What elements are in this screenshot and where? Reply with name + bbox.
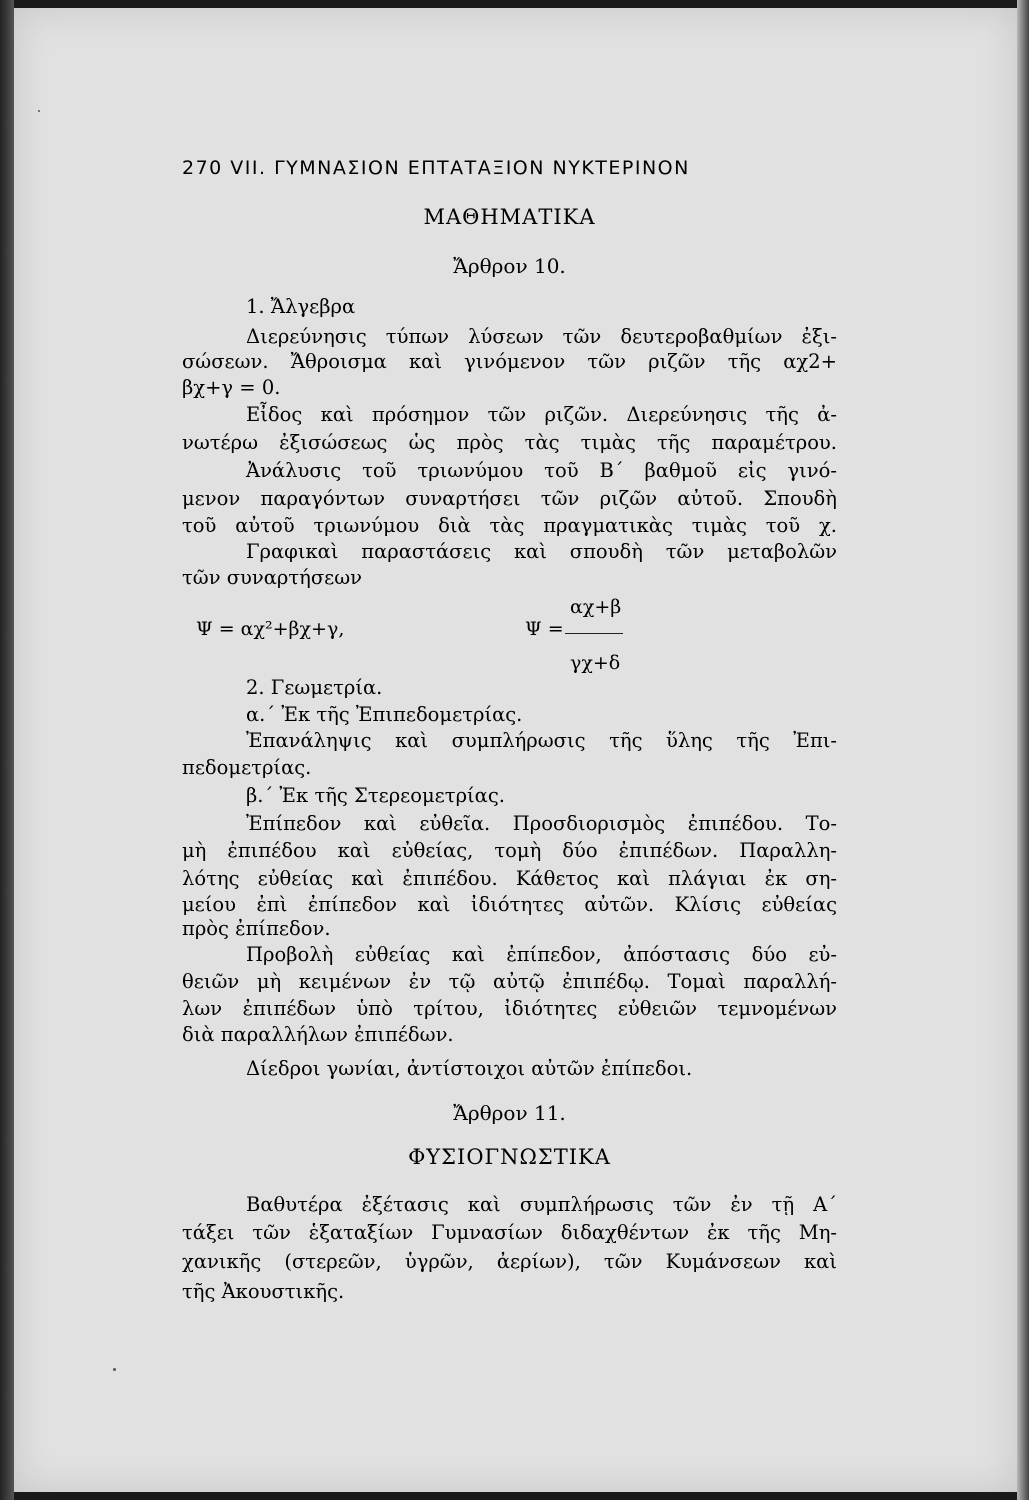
text-line: τῆς Ἀκουστικῆς. [182,1280,345,1303]
text-line: μὴ ἐπιπέδου καὶ εὐθείας, τομὴ δύο ἐπιπέδων. Παραλλη- [182,839,837,862]
text-line: Δίεδροι γωνίαι, ἀντίστοιχοι αὐτῶν ἐπίπεδοι. [246,1057,693,1080]
paper-speck [113,1368,116,1371]
paper-speck [38,110,40,112]
text-line: νωτέρω ἐξισώσεως ὡς πρὸς τὰς τιμὰς τῆς παραμέτρου. [182,431,837,454]
text-line: πεδομετρίας. [182,756,312,779]
section-title-mathematics: ΜΑΘΗΜΑΤΙΚΑ [423,205,596,229]
section-title-physics: ΦΥΣΙΟΓΝΩΣΤΙΚΑ [408,1145,611,1169]
text-line: λότης εὐθείας καὶ ἐπιπέδου. Κάθετος καὶ πλάγιαι ἐκ ση- [182,867,837,890]
text-line: θειῶν μὴ κειμένων ἐν τῷ αὐτῷ ἐπιπέδῳ. Τομαὶ παραλλή- [182,970,837,993]
text-line: Διερεύνησις τύπων λύσεων τῶν δευτεροβαθμίων ἐξι- [246,325,837,348]
article-10-heading: Ἄρθρον 10. [453,254,566,278]
text-line: Ἐπανάληψις καὶ συμπλήρωσις τῆς ὕλης τῆς Ἐπι- [246,729,837,752]
text-line: Ἀνάλυσις τοῦ τριωνύμου τοῦ Β΄ βαθμοῦ εἰς γινό- [246,459,837,482]
text-line: α.΄ Ἐκ τῆς Ἐπιπεδομετρίας. [246,703,523,726]
text-line: μείου ἐπὶ ἐπίπεδον καὶ ἰδιότητες αὐτῶν. Κλίσις εὐθείας [182,893,837,916]
text-line: χανικῆς (στερεῶν, ὑγρῶν, ἀερίων), τῶν Κυμάνσεων καὶ [182,1250,837,1273]
text-line: Προβολὴ εὐθείας καὶ ἐπίπεδον, ἀπόστασις δύο εὐ- [246,943,837,966]
scan-left-edge [0,0,14,1500]
text-line: τοῦ αὐτοῦ τριωνύμου διὰ τὰς πραγματικὰς τιμὰς τοῦ χ. [182,514,837,537]
text-line: πρὸς ἐπίπεδον. [182,917,331,940]
article-11-heading: Ἄρθρον 11. [453,1101,566,1125]
fraction-bar [565,633,623,634]
text-line: τῶν συναρτήσεων [182,566,363,589]
text-line: Βαθυτέρα ἐξέτασις καὶ συμπλήρωσις τῶν ἐν τῇ Α΄ [246,1193,837,1216]
text-line: τάξει τῶν ἑξαταξίων Γυμνασίων διδαχθέντων ἐκ τῆς Μη- [182,1221,837,1244]
text-line: βχ+γ = 0. [182,376,281,399]
geometry-heading: 2. Γεωμετρία. [246,676,383,699]
formula-psi: Ψ = [525,618,564,640]
scan-right-edge [1017,0,1029,1500]
text-line: διὰ παραλλήλων ἐπιπέδων. [182,1023,454,1046]
algebra-heading: 1. Ἄλγεβρα [246,295,356,318]
formula-denominator: γχ+δ [570,652,621,674]
formula-numerator: αχ+β [570,596,622,618]
formula-quadratic: Ψ = αχ²+βχ+γ, [196,618,345,640]
running-header: 270 VII. ΓΥΜΝΑΣΙΟΝ ΕΠΤΑΤΑΞΙΟΝ ΝΥΚΤΕΡΙΝΟΝ [182,157,690,179]
text-line: Εἶδος καὶ πρόσημον τῶν ριζῶν. Διερεύνησις τῆς ἀ- [246,403,837,426]
text-line: μενον παραγόντων συναρτήσει τῶν ριζῶν αὐτοῦ. Σπουδὴ [182,487,837,510]
text-line: Ἐπίπεδον καὶ εὐθεῖα. Προσδιορισμὸς ἐπιπέδου. Το- [246,812,837,835]
text-line: Γραφικαὶ παραστάσεις καὶ σπουδὴ τῶν μεταβολῶν [246,540,837,563]
text-line: σώσεων. Ἄθροισμα καὶ γινόμενον τῶν ριζῶν τῆς αχ2+ [182,350,837,373]
text-line: λων ἐπιπέδων ὑπὸ τρίτου, ἰδιότητες εὐθειῶν τεμνομένων [182,997,837,1020]
text-line: β.΄ Ἐκ τῆς Στερεομετρίας. [246,784,505,807]
